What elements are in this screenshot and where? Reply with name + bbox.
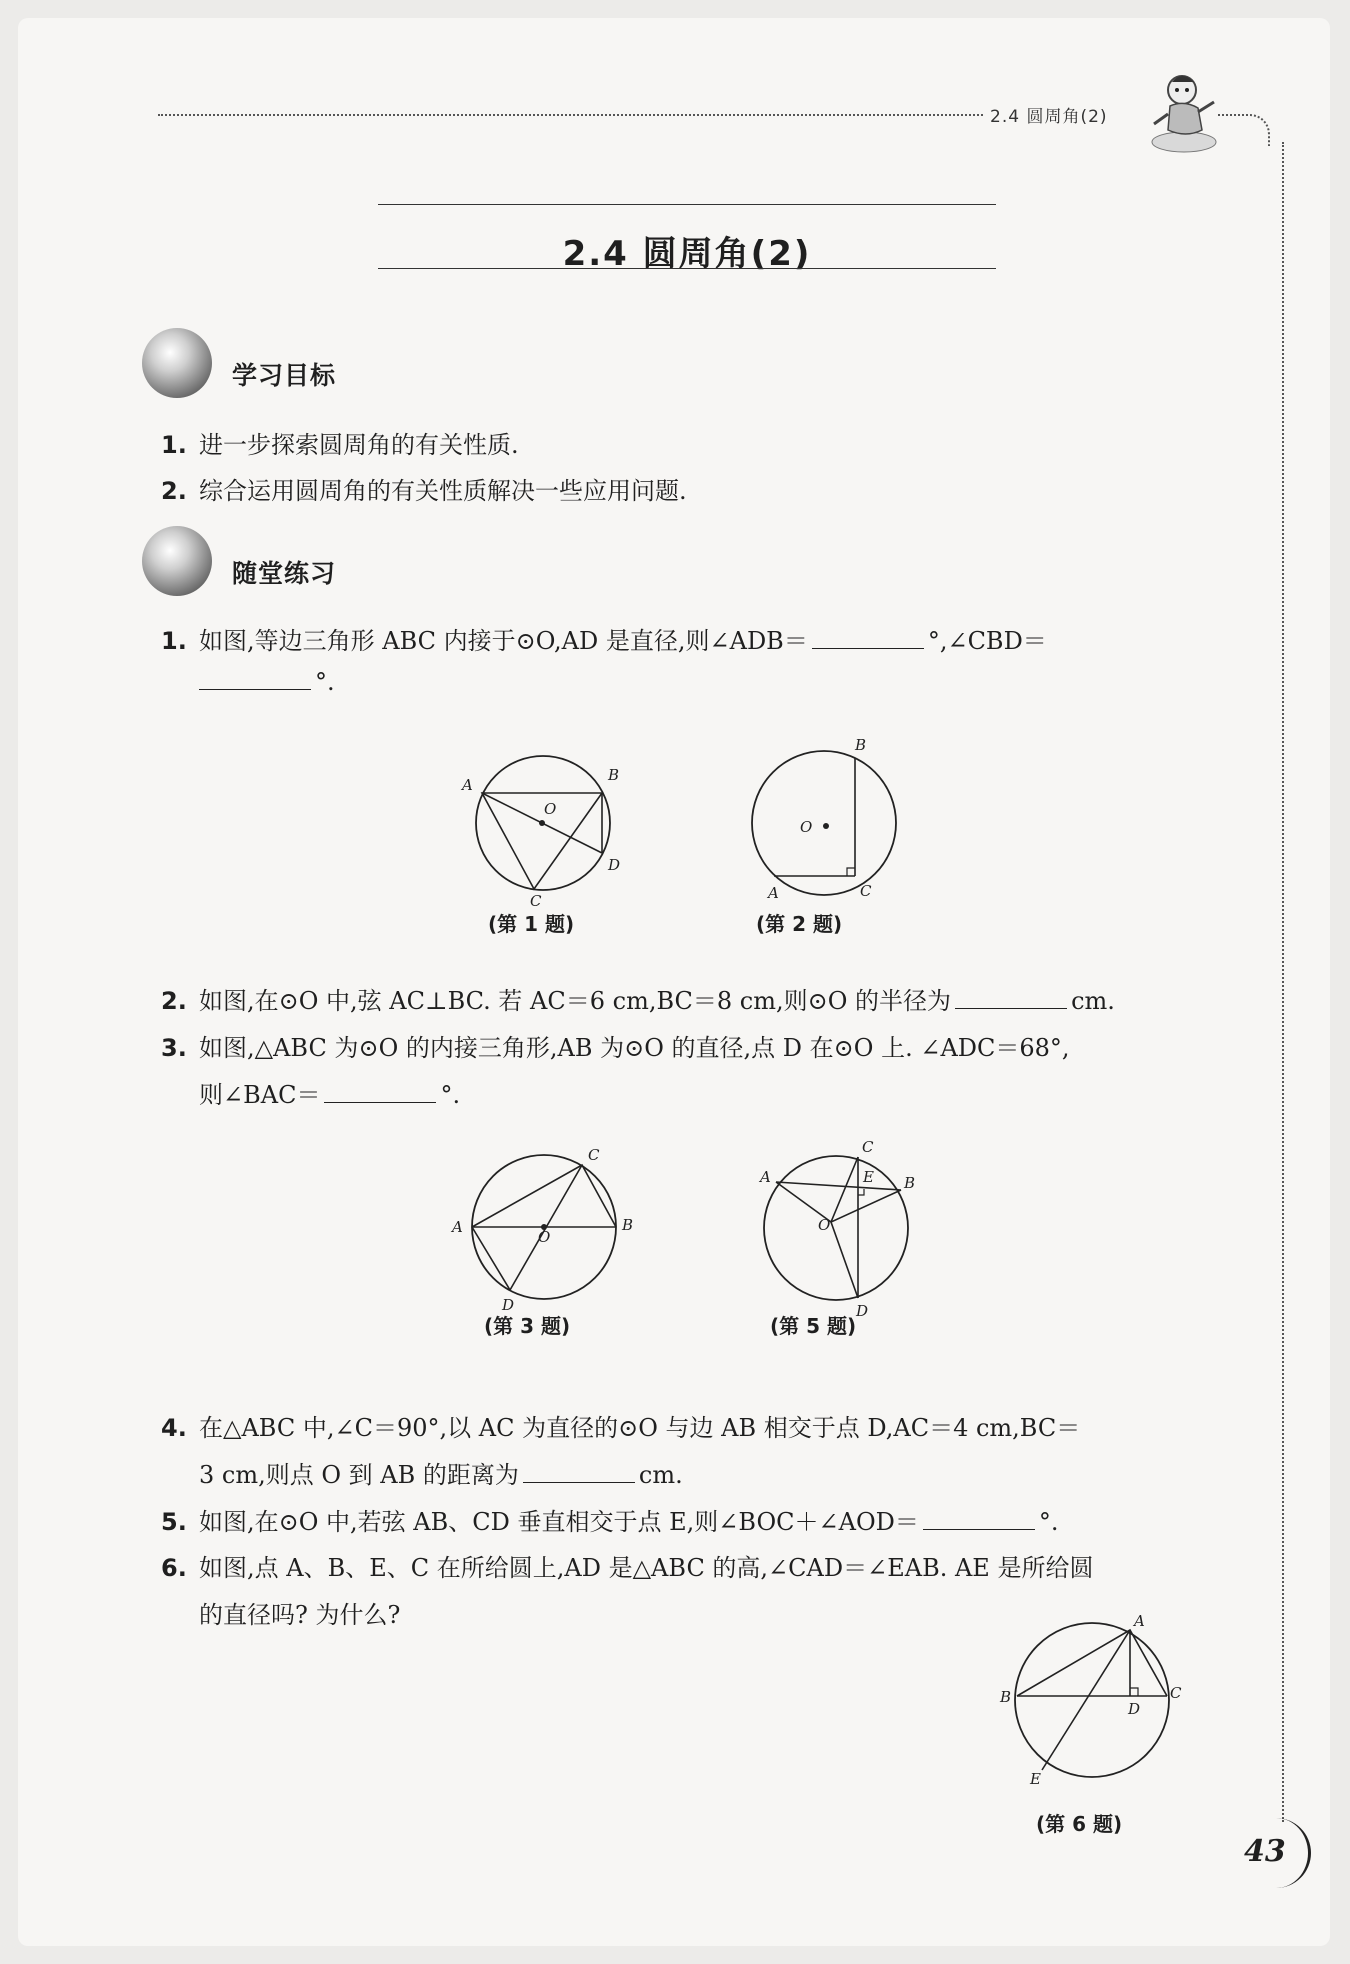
- question-6-text-a: 如图,点 A、B、E、C 在所给圆上,AD 是△ABC 的高,∠CAD＝∠EAB. AE 是所给圆: [199, 1554, 1094, 1582]
- point-label: A: [1134, 1612, 1145, 1630]
- answer-blank[interactable]: [923, 1509, 1035, 1530]
- point-label: E: [1030, 1770, 1041, 1788]
- question-6-num: 6.: [161, 1554, 187, 1582]
- figure-2: [730, 726, 910, 906]
- point-label: B: [855, 736, 867, 754]
- point-label: D: [1128, 1700, 1141, 1718]
- question-5-text-b: °.: [1038, 1508, 1059, 1536]
- point-label: A: [768, 884, 779, 902]
- point-label: B: [608, 766, 620, 784]
- question-5-num: 5.: [161, 1508, 187, 1536]
- question-2: [161, 981, 1115, 1016]
- figure-6-caption: (第 6 题): [1036, 1812, 1123, 1836]
- question-1-text-a: 如图,等边三角形 ABC 内接于⊙O,AD 是直径,则∠ADB＝: [199, 627, 808, 655]
- figure-1: [458, 738, 628, 908]
- side-dotted-line: [1282, 142, 1284, 1822]
- point-label: O: [818, 1216, 831, 1234]
- objective-1: [161, 425, 519, 460]
- header-dotted-corner: [1218, 114, 1270, 146]
- point-label: C: [588, 1146, 600, 1164]
- section-globe-icon: [142, 526, 212, 596]
- objective-2: [161, 471, 687, 506]
- question-1-text-c: °.: [315, 668, 335, 696]
- question-3-text-b: 则∠BAC＝: [199, 1081, 321, 1109]
- point-label: C: [1170, 1684, 1182, 1702]
- question-5: [161, 1502, 1059, 1537]
- question-6-line-2: [199, 1595, 400, 1630]
- page: [18, 18, 1330, 1946]
- point-label: D: [502, 1296, 515, 1314]
- point-label: O: [538, 1228, 551, 1246]
- point-label: A: [462, 776, 473, 794]
- figure-2-caption: (第 2 题): [756, 912, 843, 936]
- question-3: [161, 1028, 1070, 1063]
- question-2-text-b: cm.: [1071, 987, 1115, 1015]
- question-1-num: 1.: [161, 627, 187, 655]
- mascot-icon: [1146, 68, 1222, 158]
- question-4-num: 4.: [161, 1414, 187, 1442]
- question-1: [161, 621, 1047, 656]
- question-3-text-c: °.: [440, 1081, 461, 1109]
- title-rule-top: [378, 204, 996, 205]
- figure-3: [444, 1130, 644, 1320]
- objective-2-num: 2.: [161, 477, 187, 505]
- question-5-text-a: 如图,在⊙O 中,若弦 AB、CD 垂直相交于点 E,则∠BOC＋∠AOD＝: [199, 1508, 919, 1536]
- point-label: O: [544, 800, 557, 818]
- point-label: C: [860, 882, 872, 900]
- objective-2-text: 综合运用圆周角的有关性质解决一些应用问题.: [199, 477, 687, 505]
- question-2-text-a: 如图,在⊙O 中,弦 AC⊥BC. 若 AC＝6 cm,BC＝8 cm,则⊙O 的半径为: [199, 987, 952, 1015]
- point-label: D: [608, 856, 621, 874]
- point-label: B: [904, 1174, 916, 1192]
- question-4-line-2: [199, 1455, 683, 1490]
- practice-heading: 随堂练习: [232, 559, 337, 588]
- question-1-text-b: °,∠CBD＝: [927, 627, 1047, 655]
- point-label: C: [530, 892, 542, 908]
- point-label: O: [800, 818, 813, 836]
- figure-5-caption: (第 5 题): [770, 1314, 857, 1338]
- answer-blank[interactable]: [812, 628, 924, 649]
- page-number: 43: [1244, 1834, 1286, 1869]
- answer-blank[interactable]: [324, 1082, 436, 1103]
- question-1-line-2: [199, 668, 335, 696]
- point-label: D: [856, 1302, 869, 1320]
- figure-5: [736, 1130, 936, 1320]
- objective-1-text: 进一步探索圆周角的有关性质.: [199, 431, 519, 459]
- answer-blank[interactable]: [955, 988, 1067, 1009]
- header-dotted-line: [158, 114, 983, 116]
- question-2-num: 2.: [161, 987, 187, 1015]
- point-label: E: [863, 1168, 874, 1186]
- figure-3-caption: (第 3 题): [484, 1314, 571, 1338]
- point-label: A: [452, 1218, 463, 1236]
- answer-blank[interactable]: [199, 669, 311, 690]
- question-3-num: 3.: [161, 1034, 187, 1062]
- question-4-text-c: cm.: [638, 1461, 683, 1489]
- page-title: 2.4 圆周角(2): [562, 234, 812, 274]
- objectives-heading: 学习目标: [232, 361, 337, 390]
- question-4: [161, 1408, 1080, 1443]
- figure-6: [990, 1598, 1190, 1798]
- question-4-text-a: 在△ABC 中,∠C＝90°,以 AC 为直径的⊙O 与边 AB 相交于点 D,AC＝4 cm,BC＝: [199, 1414, 1081, 1442]
- section-globe-icon: [142, 328, 212, 398]
- question-6: [161, 1548, 1093, 1583]
- figure-1-caption: (第 1 题): [488, 912, 575, 936]
- point-label: C: [862, 1138, 874, 1156]
- point-label: B: [622, 1216, 634, 1234]
- point-label: A: [760, 1168, 771, 1186]
- running-title: 2.4 圆周角(2): [990, 107, 1108, 127]
- question-3-line-2: [199, 1075, 460, 1110]
- objective-1-num: 1.: [161, 431, 187, 459]
- title-rule-bottom: [378, 268, 996, 269]
- question-4-text-b: 3 cm,则点 O 到 AB 的距离为: [199, 1461, 519, 1489]
- point-label: B: [1000, 1688, 1012, 1706]
- question-3-text-a: 如图,△ABC 为⊙O 的内接三角形,AB 为⊙O 的直径,点 D 在⊙O 上. ∠ADC＝68°,: [199, 1034, 1070, 1062]
- answer-blank[interactable]: [523, 1462, 635, 1483]
- question-6-text-b: 的直径吗? 为什么?: [199, 1601, 401, 1629]
